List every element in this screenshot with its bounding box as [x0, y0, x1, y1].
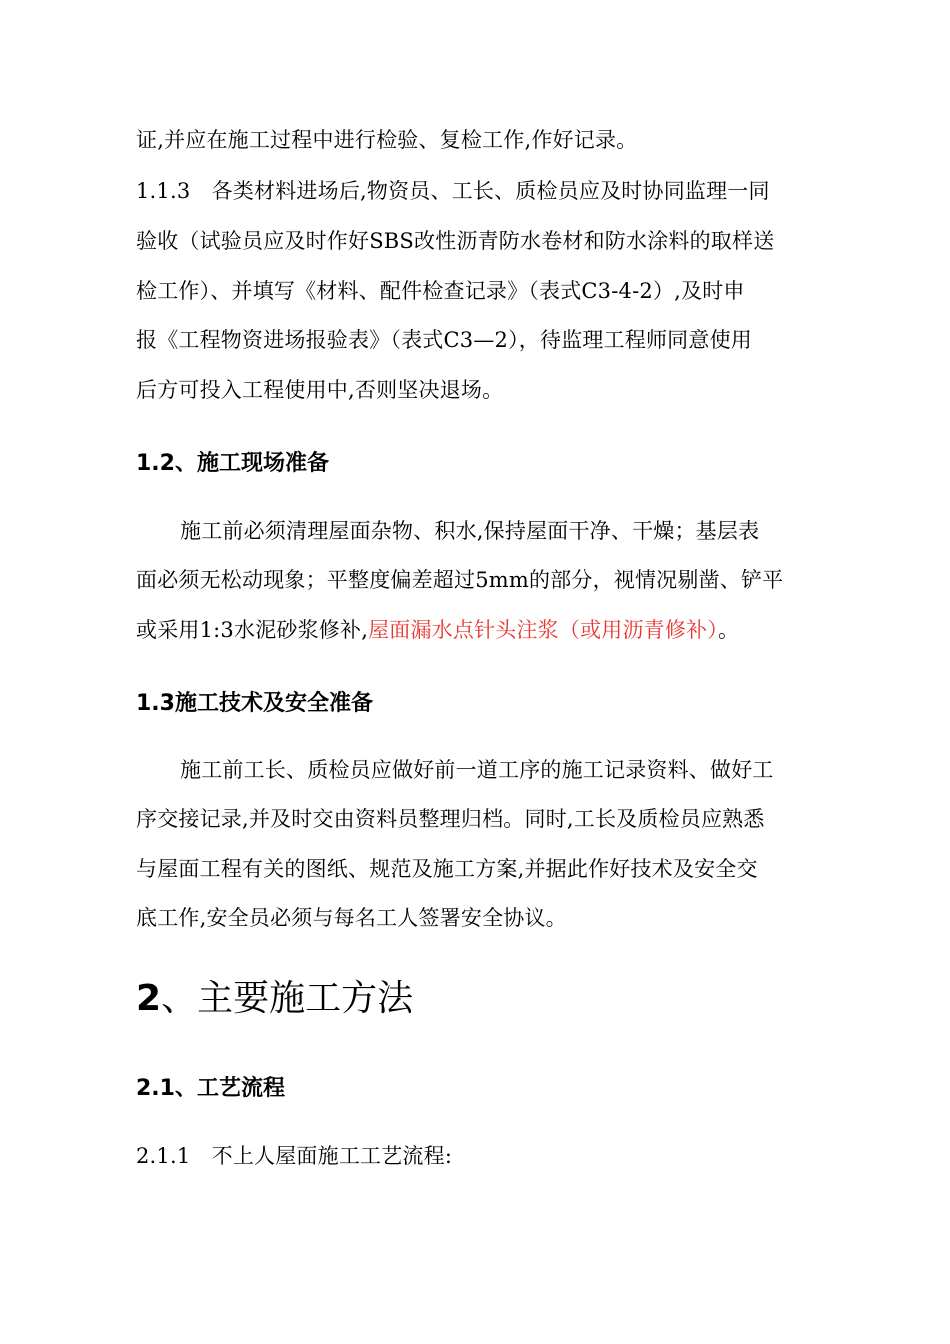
section-heading-1-3: 1.3施工技术及安全准备 [136, 691, 373, 716]
section-1-2-line-2: 面必须无松动现象；平整度偏差超过5mm的部分，视情况剔凿、铲平 [136, 568, 784, 592]
section-heading-2-1: 2.1、工艺流程 [136, 1076, 285, 1101]
section-heading-1-2: 1.2、施工现场准备 [136, 451, 329, 476]
clause-1-1-3-line-3: 检工作）、并填写《材料、配件检查记录》（表式C3-4-2）,及时申 [136, 279, 745, 303]
section-1-3-line-1: 施工前工长、质检员应做好前一道工序的施工记录资料、做好工 [180, 758, 774, 782]
highlighted-red-text: 屋面漏水点针头注浆（或用沥青修补） [368, 618, 718, 642]
section-1-2-line-3-end: 。 [717, 618, 740, 642]
paragraph-continuation: 证,并应在施工过程中进行检验、复检工作,作好记录。 [136, 128, 638, 152]
chapter-heading-2 [136, 978, 413, 1020]
section-1-3-line-2: 序交接记录,并及时交由资料员整理归档。同时,工长及质检员应熟悉 [136, 807, 765, 831]
clause-1-1-3-line-4: 报《工程物资进场报验表》（表式C3—2），待监理工程师同意使用 [136, 328, 752, 352]
chapter-title: 、主要施工方法 [161, 978, 414, 1019]
section-1-2-line-3 [136, 617, 739, 643]
clause-1-1-3-line-1: 1.1.3 各类材料进场后,物资员、工长、质检员应及时协同监理一同 [136, 179, 770, 203]
section-1-2-line-3-text: 或采用1:3水泥砂浆修补, [136, 618, 369, 642]
section-1-3-line-4: 底工作,安全员必须与每名工人签署安全协议。 [136, 906, 567, 930]
chapter-number: 2 [136, 978, 162, 1019]
section-1-2-line-1: 施工前必须清理屋面杂物、积水,保持屋面干净、干燥；基层表 [180, 519, 760, 543]
clause-1-1-3-line-5: 后方可投入工程使用中,否则坚决退场。 [136, 378, 504, 402]
section-1-3-line-3: 与屋面工程有关的图纸、规范及施工方案,并据此作好技术及安全交 [136, 857, 758, 881]
clause-1-1-3-line-2: 验收（试验员应及时作好SBS改性沥青防水卷材和防水涂料的取样送 [136, 229, 775, 253]
clause-2-1-1: 2.1.1 不上人屋面施工工艺流程: [136, 1144, 453, 1168]
